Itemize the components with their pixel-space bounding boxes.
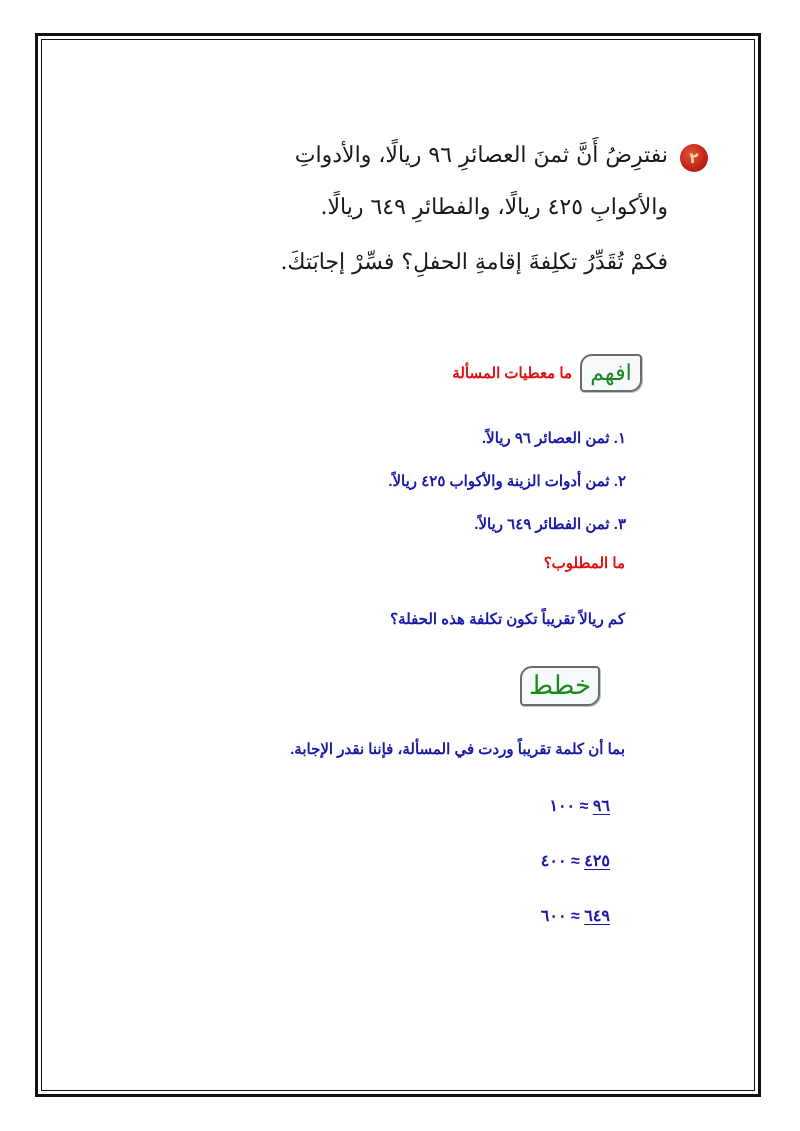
required-question: كم ريالاً تقريباً تكون تكلفة هذه الحفلة؟ xyxy=(390,611,625,628)
estimate-value: ٤٢٥ xyxy=(584,853,610,870)
plan-sentence: بما أن كلمة تقريباً وردت في المسألة، فإننا نقدر الإجابة. xyxy=(290,741,625,758)
problem-line-2: والأكوابِ ٤٢٥ ريالًا، والفطائرِ ٦٤٩ ريالًا. xyxy=(320,195,668,220)
approx-symbol: ≈ xyxy=(570,853,580,870)
estimate-row xyxy=(549,796,610,816)
understand-badge: افهم xyxy=(580,354,642,392)
approx-symbol: ≈ xyxy=(579,798,589,815)
givens-heading: ما معطيات المسألة xyxy=(452,365,572,382)
estimate-value: ٦٤٩ xyxy=(584,908,610,925)
required-heading: ما المطلوب؟ xyxy=(543,555,625,572)
estimate-row xyxy=(541,851,610,871)
plan-badge: خطط xyxy=(520,666,600,706)
given-item-2: ٢. ثمن أدوات الزينة والأكواب ٤٢٥ ريالاً. xyxy=(388,473,626,490)
estimate-value: ٩٦ xyxy=(592,798,610,815)
given-item-3: ٣. ثمن الفطائر ٦٤٩ ريالاً. xyxy=(474,516,626,533)
estimate-rounded: ٦٠٠ xyxy=(540,908,567,925)
problem-line-3: فكمْ تُقَدِّرُ تكلِفةَ إقامةِ الحفلِ؟ فسِّرْ إجابَتكَ. xyxy=(280,250,668,275)
estimate-rounded: ١٠٠ xyxy=(549,798,576,815)
estimate-row xyxy=(541,906,610,926)
problem-number-badge: ٢ xyxy=(680,144,708,172)
estimate-rounded: ٤٠٠ xyxy=(540,853,567,870)
problem-line-1: نفترِضُ أَنَّ ثمنَ العصائرِ ٩٦ ريالًا، والأدواتِ xyxy=(294,143,668,168)
approx-symbol: ≈ xyxy=(570,908,580,925)
given-item-1: ١. ثمن العصائر ٩٦ ريالاً. xyxy=(481,430,626,447)
